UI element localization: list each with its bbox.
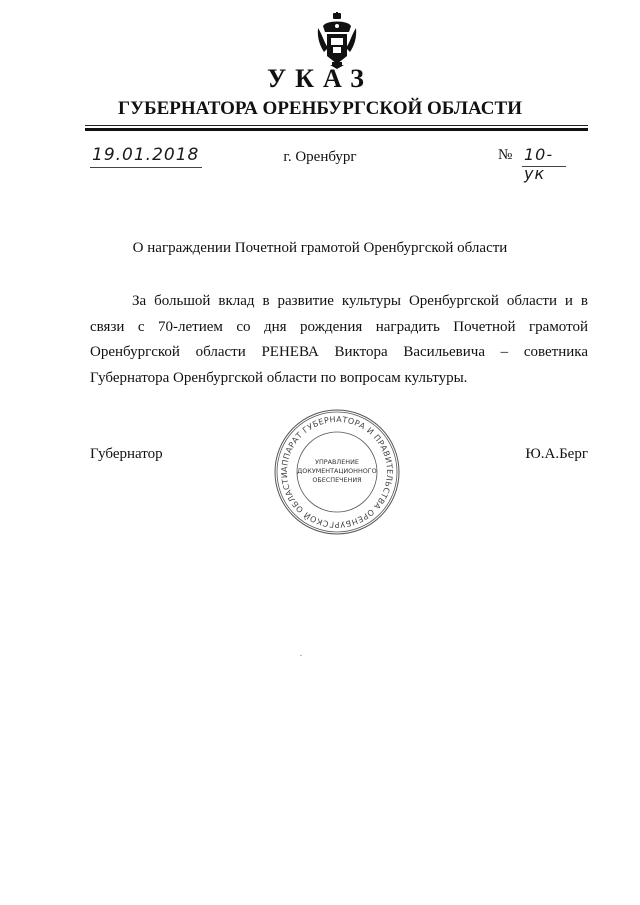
document-type: УКАЗ — [267, 64, 373, 93]
signer-name: Ю.А.Берг — [525, 446, 588, 462]
signer-role: Губернатор — [90, 446, 163, 462]
stamp-center-line-2: ДОКУМЕНТАЦИОННОГО — [297, 467, 377, 475]
decree-body: За большой вклад в развитие культуры Оренбургской области и в связи с 70-летием со дня рождения наградить Почетной грамотой Оренбургской области РЕНЕВА Виктора Васильевича – советника Губернатора Оренбургской области по вопросам культуры. — [90, 293, 588, 386]
coat-of-arms-icon — [316, 12, 358, 70]
stamp-ring-text: АППАРАТ ГУБЕРНАТОРА И ПРАВИТЕЛЬСТВА ОРЕНБУРГСКОЙ ОБЛАСТИ — [279, 414, 395, 530]
official-stamp — [272, 407, 402, 537]
decree-number: 10-ук — [524, 145, 554, 183]
number-sign: № — [498, 147, 513, 163]
decree-number-field — [498, 145, 588, 183]
decree-number-line — [522, 145, 566, 183]
scan-speck — [300, 655, 302, 656]
header-divider-thick — [85, 128, 588, 131]
issuer-title: ГУБЕРНАТОРА ОРЕНБУРГСКОЙ ОБЛАСТИ — [118, 98, 522, 119]
decree-date: 19.01.2018 — [92, 145, 200, 165]
header-divider-thin — [85, 125, 588, 126]
decree-subject: О награждении Почетной грамотой Оренбургской области — [132, 240, 508, 256]
decree-city: г. Оренбург — [283, 149, 357, 165]
stamp-center-line-1: УПРАВЛЕНИЕ — [315, 458, 359, 466]
stamp-center-line-3: ОБЕСПЕЧЕНИЯ — [312, 476, 362, 484]
